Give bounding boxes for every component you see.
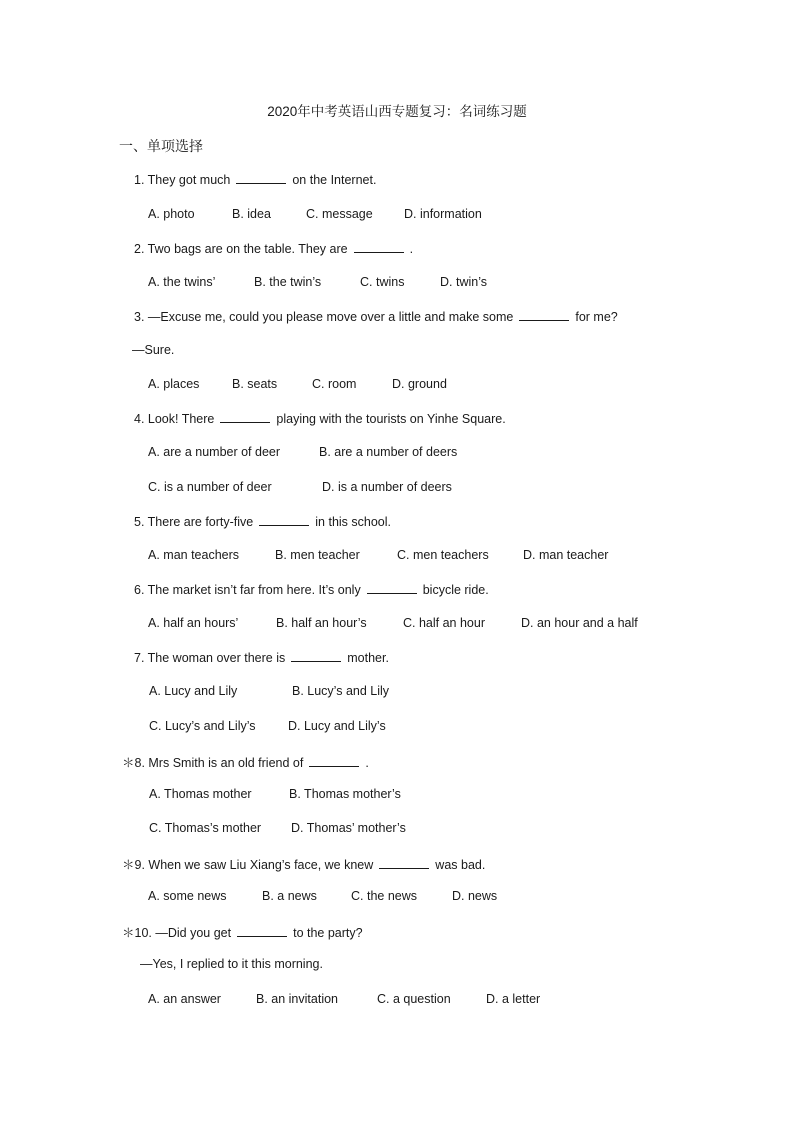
- option-c: C. men teachers: [397, 548, 489, 562]
- question-7: 7. The woman over there is mother.: [134, 651, 389, 665]
- question-10-reply: —Yes, I replied to it this morning.: [140, 957, 323, 971]
- answer-blank: [291, 650, 341, 662]
- option-b: B. half an hour’s: [276, 616, 367, 630]
- option-d: D. a letter: [486, 992, 541, 1006]
- question-10: ＊10. —Did you get to the party?: [122, 926, 363, 940]
- question-8: ＊8. Mrs Smith is an old friend of .: [122, 756, 369, 770]
- option-c: C. half an hour: [403, 616, 485, 630]
- option-a: A. some news: [148, 889, 227, 903]
- option-c: C. Lucy’s and Lily’s: [149, 719, 256, 733]
- question-6: 6. The market isn’t far from here. It’s only bicycle ride.: [134, 583, 489, 597]
- option-d: D. Lucy and Lily’s: [288, 719, 386, 733]
- answer-blank: [367, 582, 417, 594]
- question-9: ＊9. When we saw Liu Xiang’s face, we knew was bad.: [122, 858, 486, 872]
- answer-blank: [309, 755, 359, 767]
- option-b: B. Lucy’s and Lily: [292, 684, 390, 698]
- option-b: B. Thomas mother’s: [289, 787, 401, 801]
- answer-blank: [220, 411, 270, 423]
- option-d: D. man teacher: [523, 548, 609, 562]
- option-a: A. the twins’: [148, 275, 216, 289]
- option-b: B. a news: [262, 889, 317, 903]
- option-c: C. is a number of deer: [148, 480, 272, 494]
- page-title: 2020年中考英语山西专题复习：名词练习题: [267, 104, 527, 119]
- option-d: D. Thomas’ mother’s: [291, 821, 406, 835]
- option-a: A. photo: [148, 207, 195, 221]
- question-5: 5. There are forty-five in this school.: [134, 515, 391, 529]
- option-d: D. twin’s: [440, 275, 488, 289]
- answer-blank: [519, 309, 569, 321]
- answer-blank: [379, 857, 429, 869]
- option-a: A. places: [148, 377, 200, 391]
- option-b: B. men teacher: [275, 548, 360, 562]
- answer-blank: [259, 514, 309, 526]
- question-4: 4. Look! There playing with the tourists on Yinhe Square.: [134, 412, 506, 426]
- option-d: D. is a number of deers: [322, 480, 452, 494]
- option-c: C. Thomas’s mother: [149, 821, 262, 835]
- option-c: C. twins: [360, 275, 405, 289]
- option-b: B. are a number of deers: [319, 445, 458, 459]
- option-c: C. a question: [377, 992, 451, 1006]
- answer-blank: [237, 925, 287, 937]
- answer-blank: [354, 241, 404, 253]
- answer-blank: [236, 172, 286, 184]
- option-d: D. an hour and a half: [521, 616, 638, 630]
- option-b: B. seats: [232, 377, 278, 391]
- question-2: 2. Two bags are on the table. They are .: [134, 242, 414, 256]
- option-d: D. ground: [392, 377, 447, 391]
- question-3: 3. —Excuse me, could you please move over a little and make some for me?: [134, 310, 618, 324]
- option-d: D. news: [452, 889, 498, 903]
- option-a: A. half an hours’: [148, 616, 239, 630]
- option-a: A. Thomas mother: [149, 787, 252, 801]
- option-c: C. the news: [351, 889, 418, 903]
- option-a: A. man teachers: [148, 548, 240, 562]
- option-b: B. an invitation: [256, 992, 338, 1006]
- option-b: B. idea: [232, 207, 271, 221]
- option-a: A. an answer: [148, 992, 221, 1006]
- question-3-reply: —Sure.: [132, 343, 175, 357]
- option-b: B. the twin’s: [254, 275, 322, 289]
- option-d: D. information: [404, 207, 482, 221]
- option-c: C. message: [306, 207, 373, 221]
- option-a: A. Lucy and Lily: [149, 684, 238, 698]
- option-c: C. room: [312, 377, 357, 391]
- question-1: 1. They got much on the Internet.: [134, 173, 377, 187]
- option-a: A. are a number of deer: [148, 445, 281, 459]
- section-heading: 一、单项选择: [119, 138, 203, 154]
